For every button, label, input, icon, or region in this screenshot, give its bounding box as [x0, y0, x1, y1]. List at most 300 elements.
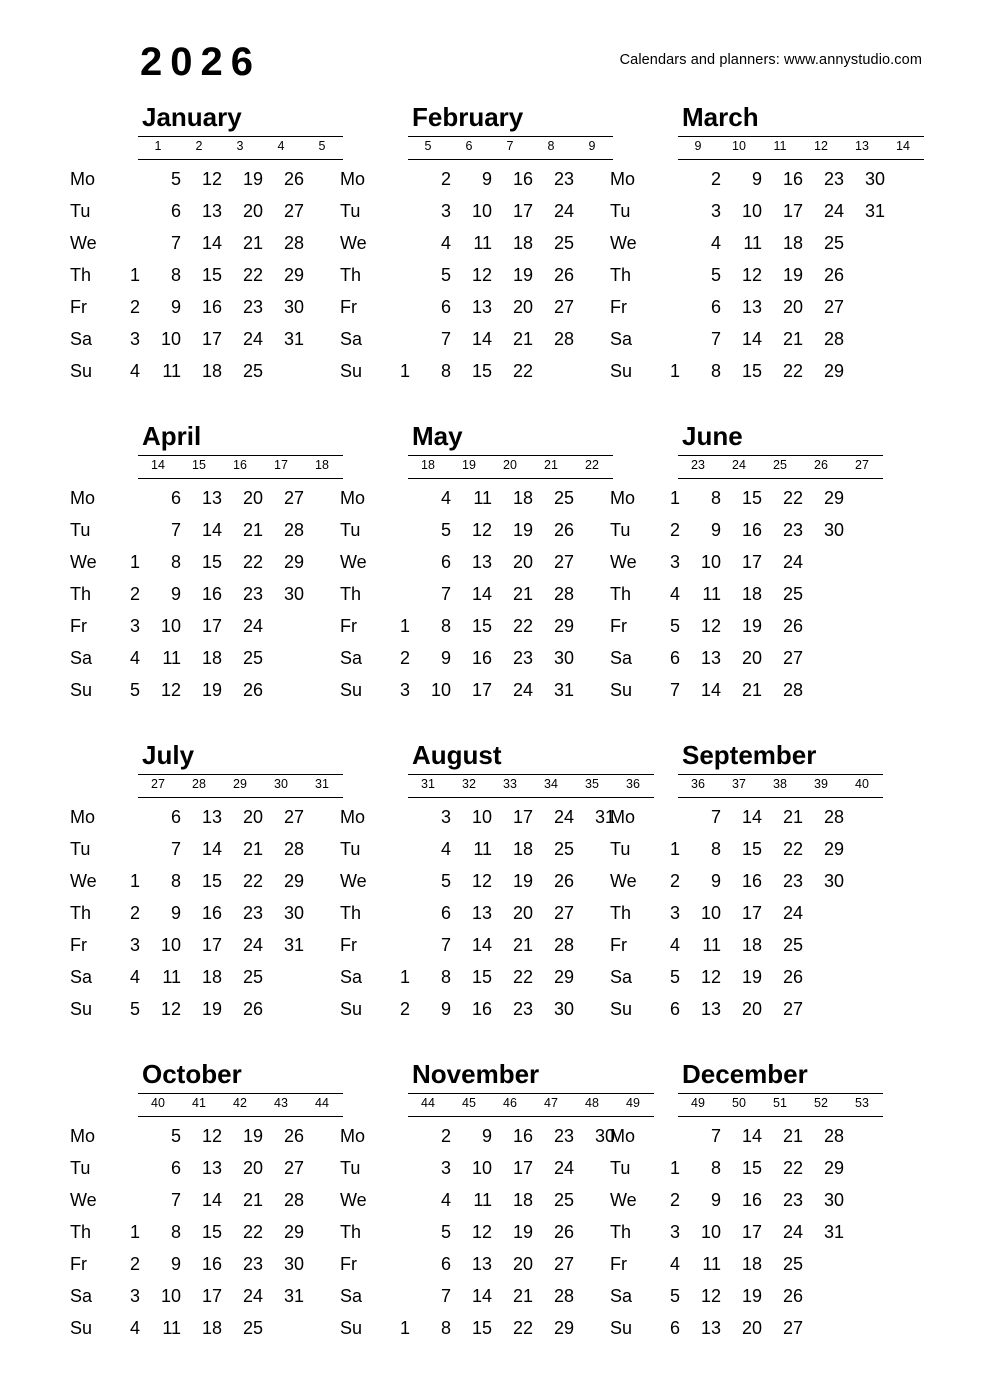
date-cell: 28 [553, 1286, 574, 1306]
date-cell: 5 [129, 999, 140, 1019]
days-grid [340, 482, 610, 706]
weekday-row [70, 291, 340, 323]
date-cell: 9 [481, 169, 492, 189]
date-cell: 5 [440, 871, 451, 891]
date-cell: 6 [170, 201, 181, 221]
date-cell: 26 [553, 520, 574, 540]
date-cell: 8 [440, 1318, 451, 1338]
date-cell: 24 [553, 201, 574, 221]
date-cell: 22 [512, 361, 533, 381]
weekday-row [340, 1152, 610, 1184]
week-number-strip [678, 136, 924, 160]
date-cell: 7 [440, 935, 451, 955]
weekday-label: We [70, 871, 97, 891]
date-cell: 21 [242, 233, 263, 253]
date-cell: 29 [553, 1318, 574, 1338]
week-number: 30 [274, 777, 288, 791]
weekday-label: Th [340, 584, 362, 604]
date-cell: 12 [471, 871, 492, 891]
date-cell: 30 [594, 1126, 615, 1146]
date-cell: 27 [283, 807, 304, 827]
date-cell: 12 [201, 169, 222, 189]
week-number: 26 [814, 458, 828, 472]
weekday-label: We [340, 552, 367, 572]
date-cell: 1 [399, 616, 410, 636]
weekday-row [610, 801, 880, 833]
weekday-row [340, 801, 615, 833]
date-cell: 29 [553, 616, 574, 636]
date-cell: 28 [553, 935, 574, 955]
date-cell: 12 [700, 967, 721, 987]
weekday-row [610, 610, 880, 642]
date-cell: 23 [242, 1254, 263, 1274]
weekday-label: Tu [610, 1158, 631, 1178]
date-cell: 15 [471, 616, 492, 636]
date-cell: 9 [710, 871, 721, 891]
date-cell: 24 [242, 616, 263, 636]
weekday-row [610, 578, 880, 610]
date-cell: 20 [512, 903, 533, 923]
weekday-row [70, 674, 340, 706]
date-cell: 25 [823, 233, 844, 253]
date-cell: 3 [129, 935, 140, 955]
weekday-label: Th [610, 1222, 632, 1242]
date-cell: 31 [283, 1286, 304, 1306]
week-number: 44 [315, 1096, 329, 1110]
week-number: 36 [626, 777, 640, 791]
week-number: 19 [462, 458, 476, 472]
date-cell: 21 [242, 1190, 263, 1210]
date-cell: 28 [283, 1190, 304, 1210]
month-name: December [682, 1059, 808, 1089]
date-cell: 25 [782, 1254, 803, 1274]
date-cell: 16 [741, 520, 762, 540]
date-cell: 30 [283, 584, 304, 604]
date-cell: 31 [594, 807, 615, 827]
date-cell: 10 [471, 807, 492, 827]
date-cell: 5 [710, 265, 721, 285]
date-cell: 14 [201, 233, 222, 253]
date-cell: 24 [512, 680, 533, 700]
date-cell: 10 [160, 935, 181, 955]
date-cell: 11 [702, 935, 721, 955]
date-cell: 10 [700, 552, 721, 572]
date-cell: 17 [201, 616, 222, 636]
weekday-label: Th [610, 265, 632, 285]
date-cell: 16 [201, 297, 222, 317]
weekday-row [70, 961, 340, 993]
date-cell: 5 [669, 967, 680, 987]
date-cell: 27 [823, 297, 844, 317]
weekday-label: Tu [340, 520, 361, 540]
date-cell: 13 [201, 488, 222, 508]
date-cell: 8 [170, 1222, 181, 1242]
date-cell: 15 [201, 265, 222, 285]
week-number: 45 [462, 1096, 476, 1110]
weekday-label: Mo [340, 488, 366, 508]
date-cell: 19 [782, 265, 803, 285]
week-number: 37 [732, 777, 746, 791]
days-grid [610, 482, 880, 706]
date-cell: 31 [283, 935, 304, 955]
date-cell: 21 [782, 329, 803, 349]
weekday-label: Mo [70, 169, 96, 189]
date-cell: 28 [782, 680, 803, 700]
weekday-label: Th [340, 903, 362, 923]
date-cell: 6 [440, 297, 451, 317]
month-name: February [412, 102, 524, 132]
date-cell: 15 [201, 871, 222, 891]
date-cell: 19 [512, 520, 533, 540]
date-cell: 26 [553, 265, 574, 285]
date-cell: 30 [823, 520, 844, 540]
date-cell: 3 [129, 1286, 140, 1306]
week-number: 53 [855, 1096, 869, 1110]
date-cell: 24 [782, 1222, 803, 1242]
weekday-row [70, 993, 340, 1025]
date-cell: 8 [170, 871, 181, 891]
week-number: 49 [691, 1096, 705, 1110]
weekday-row [340, 1120, 615, 1152]
date-cell: 18 [201, 361, 222, 381]
weekday-row [340, 259, 610, 291]
weekday-label: Fr [340, 1254, 357, 1274]
date-cell: 4 [669, 1254, 680, 1274]
date-cell: 14 [471, 1286, 492, 1306]
date-cell: 21 [512, 584, 533, 604]
date-cell: 21 [512, 935, 533, 955]
weekday-row [340, 546, 610, 578]
date-cell: 11 [162, 361, 181, 381]
week-number: 2 [195, 139, 203, 153]
date-cell: 22 [242, 871, 263, 891]
date-cell: 2 [399, 648, 410, 668]
date-cell: 7 [170, 839, 181, 859]
date-cell: 15 [741, 488, 762, 508]
week-number: 5 [424, 139, 432, 153]
date-cell: 19 [512, 265, 533, 285]
date-cell: 12 [700, 1286, 721, 1306]
date-cell: 6 [170, 1158, 181, 1178]
months-grid [0, 100, 1000, 1376]
weekday-label: Mo [340, 169, 366, 189]
date-cell: 12 [160, 999, 181, 1019]
week-number-strip [678, 774, 883, 798]
date-cell: 25 [242, 361, 263, 381]
date-cell: 7 [710, 807, 721, 827]
month-name: August [412, 740, 502, 770]
weekday-row [610, 227, 880, 259]
date-cell: 20 [512, 1254, 533, 1274]
date-cell: 25 [782, 584, 803, 604]
month-name: July [142, 740, 195, 770]
weekday-label: Mo [70, 1126, 96, 1146]
date-cell: 11 [473, 233, 492, 253]
date-cell: 4 [129, 648, 140, 668]
month-name: June [682, 421, 743, 451]
date-cell: 14 [201, 1190, 222, 1210]
weekday-label: Th [610, 584, 632, 604]
weekday-label: Sa [70, 329, 93, 349]
weekday-row [340, 163, 610, 195]
month-block-march [610, 100, 910, 419]
date-cell: 27 [553, 1254, 574, 1274]
date-cell: 19 [201, 680, 222, 700]
days-grid [70, 1120, 340, 1344]
week-number: 35 [585, 777, 599, 791]
date-cell: 22 [242, 265, 263, 285]
date-cell: 7 [170, 233, 181, 253]
week-number: 38 [773, 777, 787, 791]
date-cell: 24 [553, 807, 574, 827]
date-cell: 4 [440, 488, 451, 508]
week-number: 6 [465, 139, 473, 153]
weekday-row [340, 323, 610, 355]
weekday-label: Tu [610, 839, 631, 859]
weekday-label: Sa [340, 648, 363, 668]
weekday-row [70, 1312, 340, 1344]
week-number: 31 [315, 777, 329, 791]
weekday-label: Tu [70, 201, 91, 221]
date-cell: 17 [201, 935, 222, 955]
date-cell: 11 [702, 584, 721, 604]
date-cell: 17 [512, 807, 533, 827]
date-cell: 24 [242, 935, 263, 955]
date-cell: 9 [481, 1126, 492, 1146]
weekday-row [340, 482, 610, 514]
date-cell: 24 [242, 329, 263, 349]
date-cell: 31 [283, 329, 304, 349]
date-cell: 9 [710, 520, 721, 540]
date-cell: 29 [823, 361, 844, 381]
date-cell: 29 [283, 265, 304, 285]
week-number: 34 [544, 777, 558, 791]
days-grid [340, 163, 610, 387]
date-cell: 26 [242, 999, 263, 1019]
week-number: 20 [503, 458, 517, 472]
date-cell: 1 [129, 1222, 140, 1242]
week-number: 16 [233, 458, 247, 472]
weekday-label: We [70, 552, 97, 572]
weekday-row [340, 833, 610, 865]
date-cell: 21 [782, 807, 803, 827]
weekday-row [340, 195, 610, 227]
weekday-row [70, 578, 340, 610]
weekday-label: Sa [70, 967, 93, 987]
weekday-row [340, 227, 610, 259]
week-number: 46 [503, 1096, 517, 1110]
weekday-label: Sa [70, 1286, 93, 1306]
date-cell: 31 [553, 680, 574, 700]
week-number: 47 [544, 1096, 558, 1110]
page-title: 2026 [140, 40, 261, 84]
date-cell: 22 [782, 839, 803, 859]
weekday-label: Fr [70, 1254, 87, 1274]
week-number: 13 [855, 139, 869, 153]
date-cell: 12 [471, 1222, 492, 1242]
date-cell: 11 [473, 1190, 492, 1210]
date-cell: 27 [782, 1318, 803, 1338]
date-cell: 3 [669, 1222, 680, 1242]
date-cell: 24 [782, 552, 803, 572]
date-cell: 16 [471, 648, 492, 668]
date-cell: 12 [741, 265, 762, 285]
date-cell: 28 [823, 1126, 844, 1146]
date-cell: 3 [669, 903, 680, 923]
weekday-label: Tu [610, 520, 631, 540]
date-cell: 25 [782, 935, 803, 955]
date-cell: 18 [512, 233, 533, 253]
date-cell: 4 [129, 967, 140, 987]
week-number: 27 [855, 458, 869, 472]
date-cell: 22 [242, 552, 263, 572]
date-cell: 28 [553, 584, 574, 604]
weekday-row [610, 674, 880, 706]
date-cell: 19 [741, 616, 762, 636]
date-cell: 29 [823, 839, 844, 859]
weekday-label: Sa [610, 648, 633, 668]
date-cell: 20 [512, 297, 533, 317]
weekday-label: We [340, 233, 367, 253]
weekday-label: Fr [610, 297, 627, 317]
date-cell: 22 [782, 488, 803, 508]
date-cell: 6 [710, 297, 721, 317]
weekday-label: We [610, 1190, 637, 1210]
date-cell: 18 [201, 967, 222, 987]
date-cell: 18 [741, 1254, 762, 1274]
date-cell: 18 [512, 839, 533, 859]
weekday-row [610, 1120, 880, 1152]
weekday-row [340, 865, 610, 897]
date-cell: 27 [283, 1158, 304, 1178]
page-header [0, 38, 1000, 98]
weekday-row [70, 195, 340, 227]
weekday-row [340, 674, 610, 706]
date-cell: 3 [710, 201, 721, 221]
date-cell: 17 [741, 1222, 762, 1242]
date-cell: 2 [399, 999, 410, 1019]
date-cell: 17 [471, 680, 492, 700]
week-number: 39 [814, 777, 828, 791]
date-cell: 28 [823, 329, 844, 349]
month-name: September [682, 740, 817, 770]
date-cell: 7 [170, 1190, 181, 1210]
date-cell: 22 [242, 1222, 263, 1242]
date-cell: 15 [201, 552, 222, 572]
date-cell: 7 [170, 520, 181, 540]
date-cell: 25 [553, 233, 574, 253]
date-cell: 16 [471, 999, 492, 1019]
date-cell: 13 [201, 807, 222, 827]
date-cell: 26 [242, 680, 263, 700]
date-cell: 24 [823, 201, 844, 221]
weekday-label: Sa [340, 967, 363, 987]
week-number: 11 [773, 139, 787, 153]
date-cell: 10 [471, 1158, 492, 1178]
weekday-row [340, 1216, 610, 1248]
weekday-label: Fr [340, 297, 357, 317]
date-cell: 17 [512, 201, 533, 221]
days-grid [610, 163, 885, 387]
date-cell: 8 [710, 839, 721, 859]
weekday-label: Su [340, 680, 363, 700]
date-cell: 13 [741, 297, 762, 317]
date-cell: 14 [741, 329, 762, 349]
weekday-label: Th [610, 903, 632, 923]
date-cell: 3 [399, 680, 410, 700]
date-cell: 20 [741, 648, 762, 668]
date-cell: 14 [471, 935, 492, 955]
weekday-row [70, 929, 340, 961]
week-number: 28 [192, 777, 206, 791]
weekday-label: Tu [610, 201, 631, 221]
date-cell: 11 [162, 1318, 181, 1338]
date-cell: 22 [512, 616, 533, 636]
date-cell: 20 [512, 552, 533, 572]
date-cell: 23 [782, 871, 803, 891]
week-number: 12 [814, 139, 828, 153]
weekday-row [340, 610, 610, 642]
date-cell: 23 [553, 1126, 574, 1146]
date-cell: 5 [440, 1222, 451, 1242]
week-number: 49 [626, 1096, 640, 1110]
days-grid [70, 163, 340, 387]
date-cell: 25 [553, 488, 574, 508]
weekday-row [610, 1248, 880, 1280]
weekday-row [610, 259, 880, 291]
weekday-label: Sa [340, 329, 363, 349]
date-cell: 24 [553, 1158, 574, 1178]
date-cell: 6 [669, 648, 680, 668]
date-cell: 21 [242, 520, 263, 540]
week-number: 32 [462, 777, 476, 791]
week-number-strip [138, 774, 343, 798]
weekday-row [70, 1120, 340, 1152]
weekday-label: Su [610, 680, 633, 700]
date-cell: 10 [160, 329, 181, 349]
week-number: 7 [506, 139, 514, 153]
week-number: 5 [318, 139, 326, 153]
week-number: 8 [547, 139, 555, 153]
weekday-label: Mo [610, 488, 636, 508]
date-cell: 30 [283, 297, 304, 317]
weekday-row [610, 833, 880, 865]
date-cell: 9 [170, 903, 181, 923]
weekday-label: Mo [610, 807, 636, 827]
date-cell: 6 [669, 999, 680, 1019]
date-cell: 23 [782, 1190, 803, 1210]
date-cell: 17 [741, 903, 762, 923]
date-cell: 17 [741, 552, 762, 572]
date-cell: 25 [242, 1318, 263, 1338]
date-cell: 22 [782, 1158, 803, 1178]
date-cell: 22 [512, 967, 533, 987]
weekday-row [340, 1184, 610, 1216]
date-cell: 16 [201, 584, 222, 604]
date-cell: 14 [201, 520, 222, 540]
date-cell: 29 [283, 552, 304, 572]
date-cell: 18 [512, 488, 533, 508]
date-cell: 23 [512, 999, 533, 1019]
weekday-row [340, 1248, 610, 1280]
days-grid [340, 1120, 615, 1344]
month-block-may [340, 419, 610, 738]
days-grid [340, 801, 615, 1025]
week-number: 41 [192, 1096, 206, 1110]
weekday-row [70, 1248, 340, 1280]
date-cell: 19 [512, 1222, 533, 1242]
weekday-row [70, 227, 340, 259]
